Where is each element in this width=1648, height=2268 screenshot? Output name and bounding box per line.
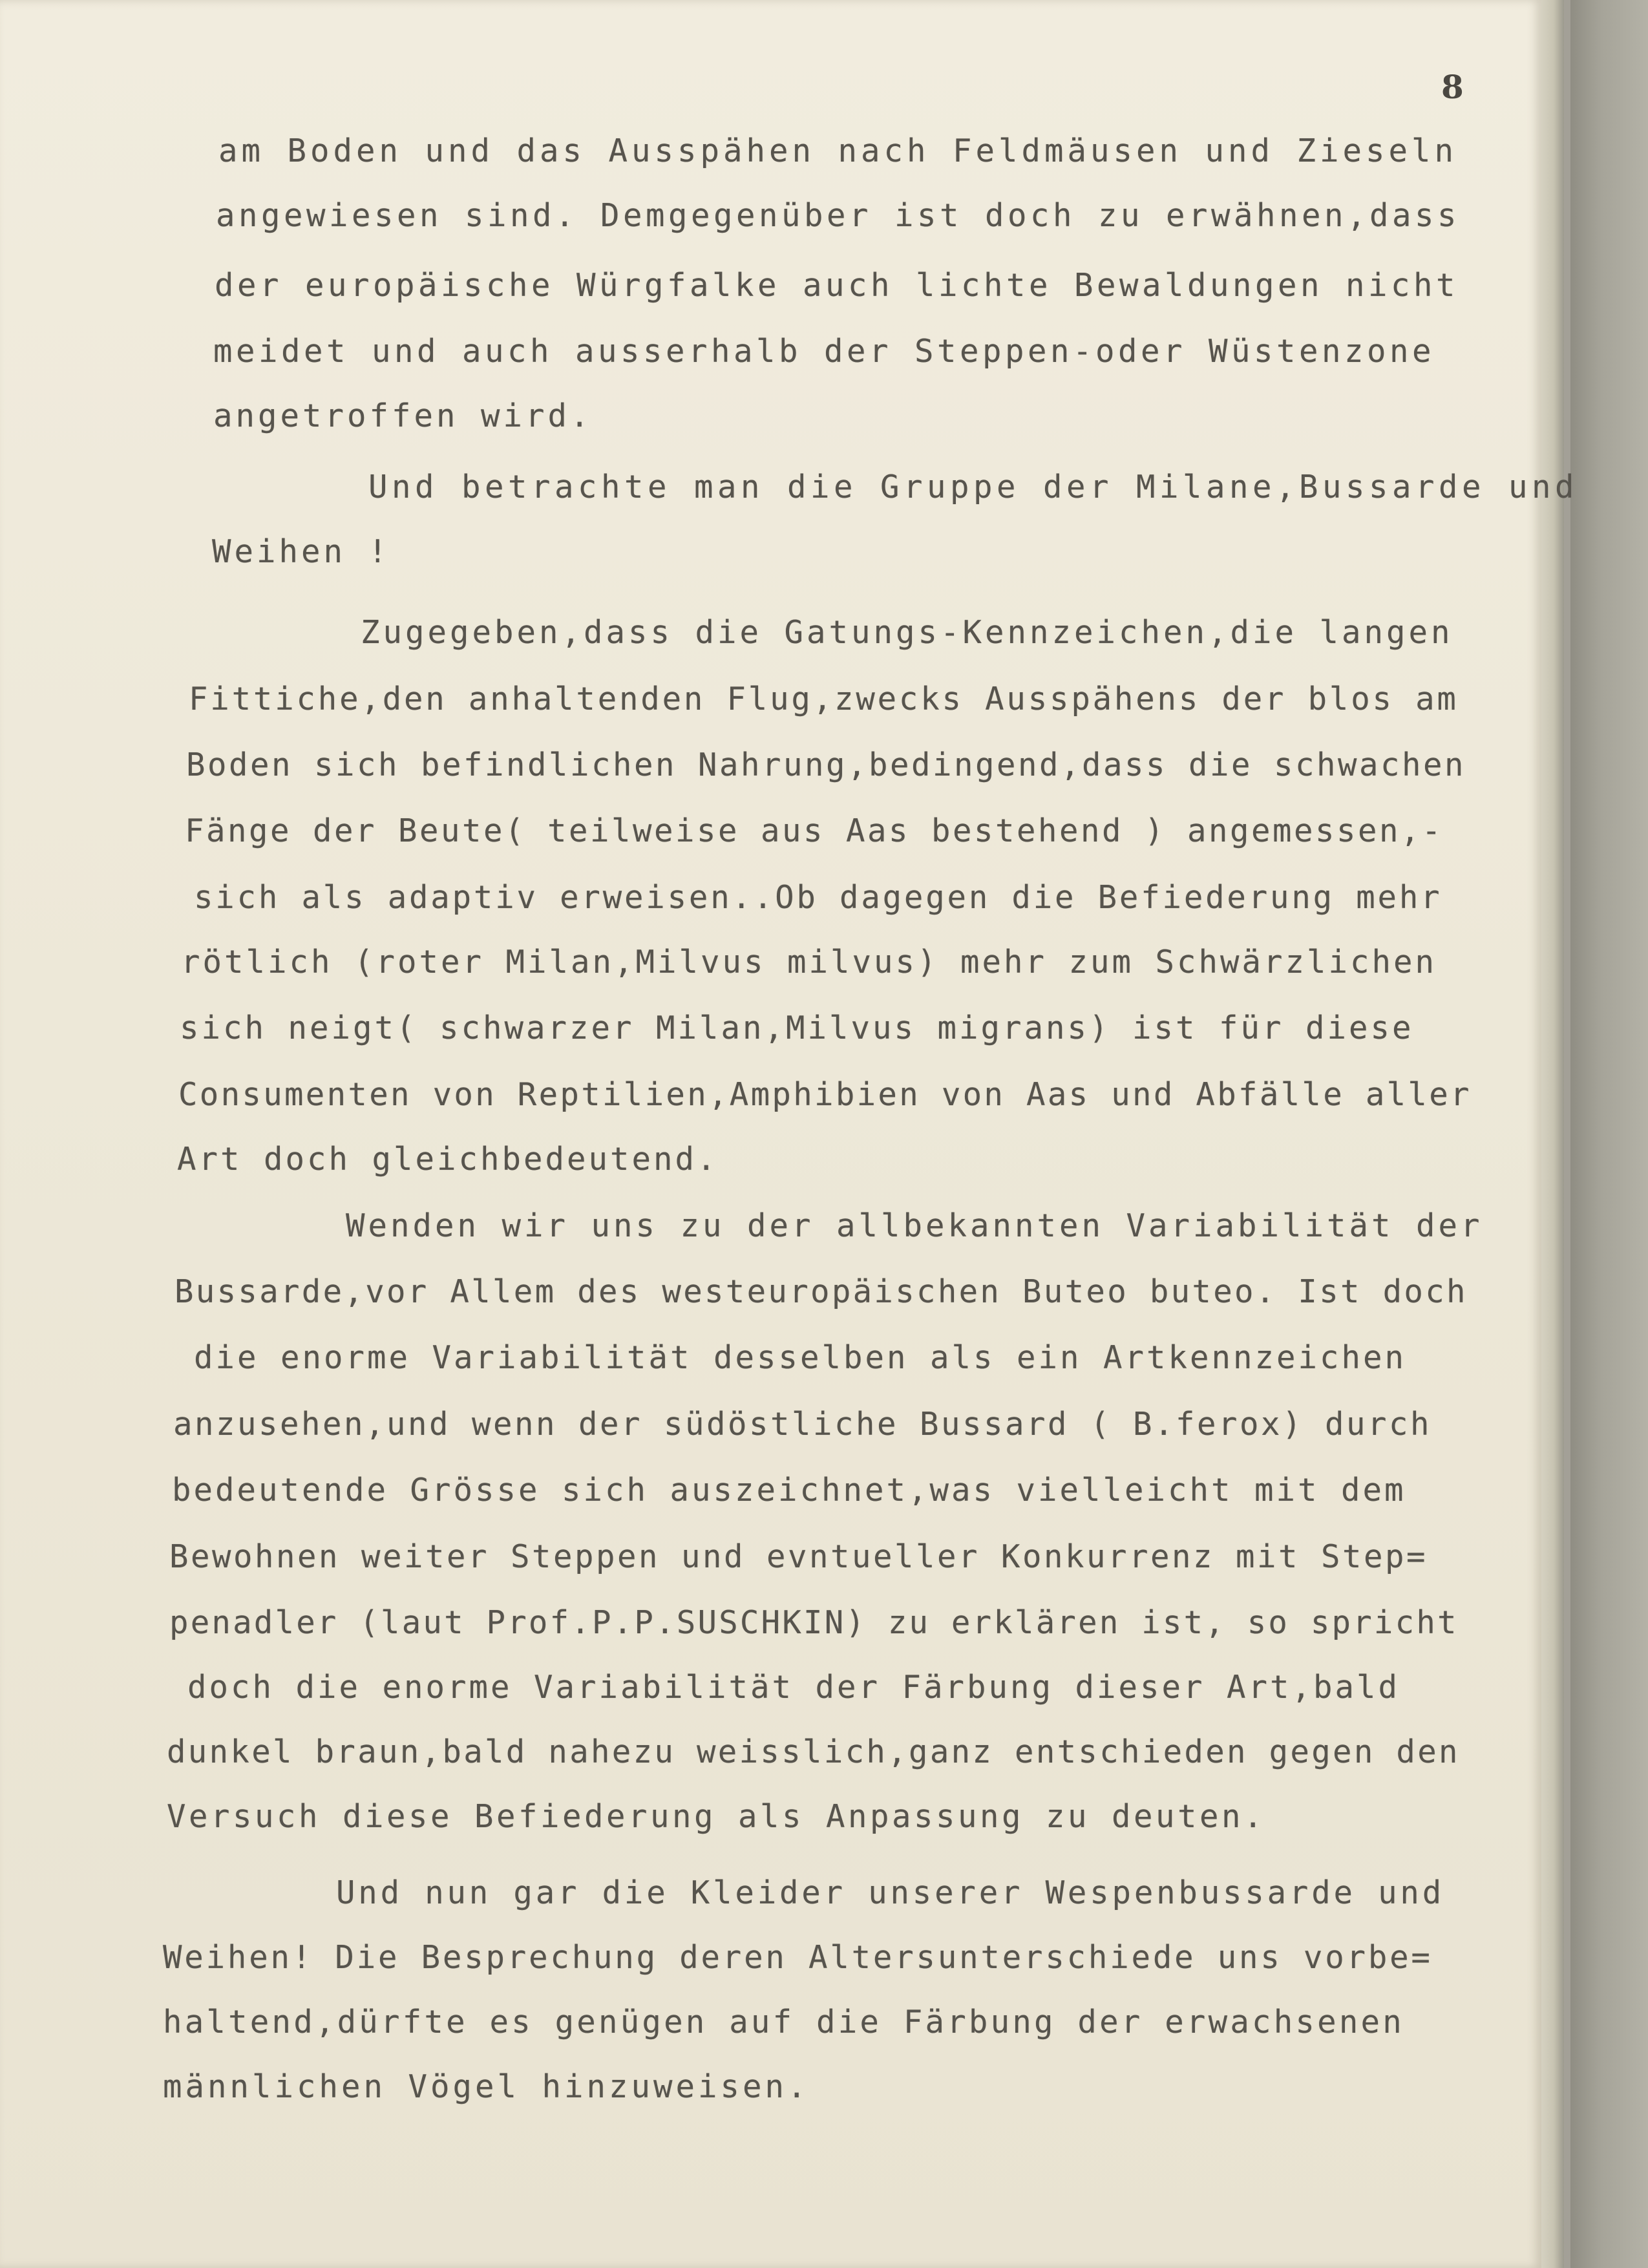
text-line: der europäische Würgfalke auch lichte Bewaldungen nicht: [215, 267, 1459, 304]
text-line: Fittiche,den anhaltenden Flug,zwecks Ausspähens der blos am: [189, 681, 1459, 717]
text-line: angewiesen sind. Demgegenüber ist doch zu erwähnen,dass: [216, 197, 1461, 234]
text-line: Zugegeben,dass die Gatungs-Kennzeichen,die langen: [361, 614, 1453, 651]
text-line: männlichen Vögel hinzuweisen.: [163, 2068, 810, 2105]
text-line: bedeutende Grösse sich auszeichnet,was vielleicht mit dem: [172, 1472, 1406, 1509]
text-line: Und nun gar die Kleider unserer Wespenbussarde und: [336, 1874, 1445, 1911]
text-line: Bewohnen weiter Steppen und evntueller Konkurrenz mit Step=: [169, 1538, 1428, 1575]
text-line: Versuch diese Befiederung als Anpassung zu deuten.: [167, 1798, 1266, 1835]
text-line: sich als adaptiv erweisen..Ob dagegen die Befiederung mehr: [194, 879, 1442, 916]
text-line: rötlich (roter Milan,Milvus milvus) mehr zum Schwärzlichen: [181, 944, 1437, 980]
background-strip: [1570, 0, 1648, 2268]
text-line: penadler (laut Prof.P.P.SUSCHKIN) zu erklären ist, so spricht: [169, 1604, 1459, 1641]
text-line: meidet und auch ausserhalb der Steppen-oder Wüstenzone: [213, 333, 1435, 370]
text-line: Boden sich befindlichen Nahrung,bedingend,dass die schwachen: [186, 747, 1466, 783]
text-line: Und betrachte man die Gruppe der Milane,Bussarde und: [368, 469, 1579, 505]
paper-edge: [1538, 0, 1564, 2268]
text-line: Bussarde,vor Allem des westeuropäischen Buteo buteo. Ist doch: [174, 1273, 1468, 1310]
text-line: Fänge der Beute( teilweise aus Aas bestehend ) angemessen,-: [185, 812, 1444, 849]
text-line: Weihen !: [212, 533, 391, 570]
text-line: Wenden wir uns zu der allbekannten Variabilität der: [346, 1207, 1483, 1244]
text-line: haltend,dürfte es genügen auf die Färbung der erwachsenen: [163, 2004, 1404, 2040]
text-line: doch die enorme Variabilität der Färbung dieser Art,bald: [187, 1669, 1400, 1706]
text-line: angetroffen wird.: [213, 397, 593, 434]
text-line: die enorme Variabilität desselben als ein Artkennzeichen: [194, 1339, 1407, 1376]
text-line: am Boden und das Ausspähen nach Feldmäusen und Zieseln: [218, 132, 1458, 169]
text-line: sich neigt( schwarzer Milan,Milvus migrans) ist für diese: [180, 1010, 1414, 1046]
text-line: Weihen! Die Besprechung deren Altersunterschiede uns vorbe=: [163, 1939, 1433, 1976]
text-line: Art doch gleichbedeutend.: [177, 1141, 719, 1178]
page-number: 8: [1441, 68, 1464, 106]
text-line: anzusehen,und wenn der südöstliche Bussard ( B.ferox) durch: [173, 1406, 1432, 1443]
text-line: dunkel braun,bald nahezu weisslich,ganz entschieden gegen den: [167, 1733, 1460, 1770]
text-line: Consumenten von Reptilien,Amphibien von Aas und Abfälle aller: [178, 1076, 1472, 1113]
